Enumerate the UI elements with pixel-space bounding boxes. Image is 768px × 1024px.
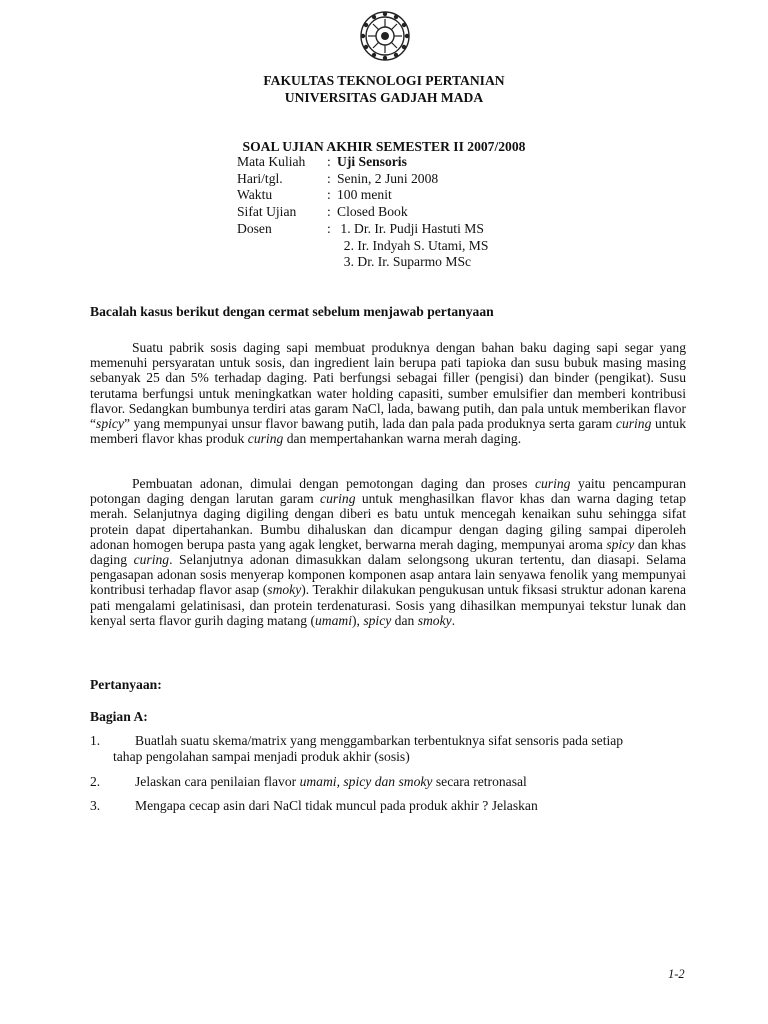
info-row-exam-type [237, 204, 488, 221]
info-value-course: Uji Sensoris [337, 154, 407, 169]
case-paragraph-1: Suatu pabrik sosis daging sapi membuat produknya dengan bahan baku daging sapi segar yang memenuhi persyaratan untuk sosis, dan ingredient lain berupa pati tapioka dan susu bubuk masing masing sebanyak 25 dan 5% terhadap daging. Pati berfungsi sebagai filler (pengisi) dan binder (pengikat). Susu terutama berfungsi untuk meningkatkan water holding capasiti, sumber emulsifier dan memberi kontribusi flavor. Sedangkan bumbunya terdiri atas garam NaCl, lada, bawang putih, dan pala untuk memberikan flavor “spicy” yang mempunyai unsur flavor bawang putih, lada dan pala pada produknya serta garam curing untuk memberi flavor khas produk curing dan mempertahankan warna merah daging. [90, 340, 686, 447]
university-seal-logo [359, 10, 411, 62]
info-label: Sifat Ujian [237, 204, 297, 220]
page-number: 1-2 [668, 967, 685, 981]
info-row-course [237, 154, 488, 171]
info-value-date: Senin, 2 Juni 2008 [337, 170, 439, 186]
info-colon: : [327, 187, 331, 203]
info-row-date [237, 171, 488, 188]
info-lecturer-2: 2. Ir. Indyah S. Utami, MS [343, 237, 489, 253]
info-value-lecturer: 1. Dr. Ir. Pudji Hastuti MS [340, 220, 484, 236]
info-value-exam-type: Closed Book [337, 204, 408, 220]
info-label: Waktu [237, 187, 273, 203]
case-paragraph-2: Pembuatan adonan, dimulai dengan pemotongan daging dan proses curing yaitu pencampuran potongan daging dengan larutan garam curing untuk menghasilkan flavor khas dan warna daging tetap merah. Selanjutnya daging digiling dengan diberi es batu untuk mencegah kenaikan suhu sehingga sifat protein dapat dipertahankan. Bumbu dihaluskan dan dicampur dengan daging giling sampai diperoleh adonan homogen berupa pasta yang agak lengket, berwarna merah daging, mempunyai aroma spicy dan khas daging curing. Selanjutnya adonan dimasukkan dalam selongsong ukuran tertentu, dan diasapi. Selama pengasapan adonan sosis menyerap komponen komponen asap antara lain senyawa fenolik yang mempunyai kontribusi terhadap flavor asap (smoky). Terakhir dilakukan pengukusan untuk fiksasi struktur adonan karena pati mengalami gelatinisasi, dan protein terdenaturasi. Sosis yang dihasilkan mempunyai tekstur lunak dan kenyal serta flavor gurih daging matang (umami), spicy dan smoky. [90, 476, 686, 628]
questions-heading: Pertanyaan: [90, 677, 162, 692]
question-3 [90, 798, 686, 814]
question-2 [90, 774, 686, 790]
exam-info-table [237, 154, 488, 271]
question-text: Mengapa cecap asin dari NaCl tidak muncul pada produk akhir ? Jelaskan [135, 798, 538, 813]
question-text: Jelaskan cara penilaian flavor umami, spicy dan smoky secara retronasal [135, 774, 527, 789]
info-colon: : [327, 204, 331, 220]
info-value-time: 100 menit [337, 187, 392, 203]
info-colon: : [327, 154, 331, 169]
question-1 [90, 733, 686, 764]
university-name: UNIVERSITAS GADJAH MADA [284, 90, 484, 105]
info-row-time [237, 187, 488, 204]
info-label: Hari/tgl. [237, 170, 283, 186]
info-label: Mata Kuliah [237, 154, 306, 169]
question-number: 2. [90, 774, 101, 789]
question-number: 3. [90, 798, 101, 813]
question-text: Buatlah suatu skema/matrix yang menggambarkan terbentuknya sifat sensoris pada setiap [135, 733, 624, 748]
faculty-name: FAKULTAS TEKNOLOGI PERTANIAN [263, 73, 505, 88]
part-a-heading: Bagian A: [90, 709, 148, 724]
instruction-heading: Bacalah kasus berikut dengan cermat sebelum menjawab pertanyaan [90, 304, 494, 319]
question-number: 1. [90, 733, 101, 748]
exam-title: SOAL UJIAN AKHIR SEMESTER II 2007/2008 [242, 139, 526, 154]
info-row-lecturer [237, 221, 488, 238]
info-colon: : [327, 220, 331, 236]
info-colon: : [327, 170, 331, 186]
info-label: Dosen [237, 220, 272, 236]
info-lecturer-3: 3. Dr. Ir. Suparmo MSc [343, 254, 472, 270]
question-text-continued: tahap pengolahan sampai menjadi produk akhir (sosis) [113, 748, 410, 764]
